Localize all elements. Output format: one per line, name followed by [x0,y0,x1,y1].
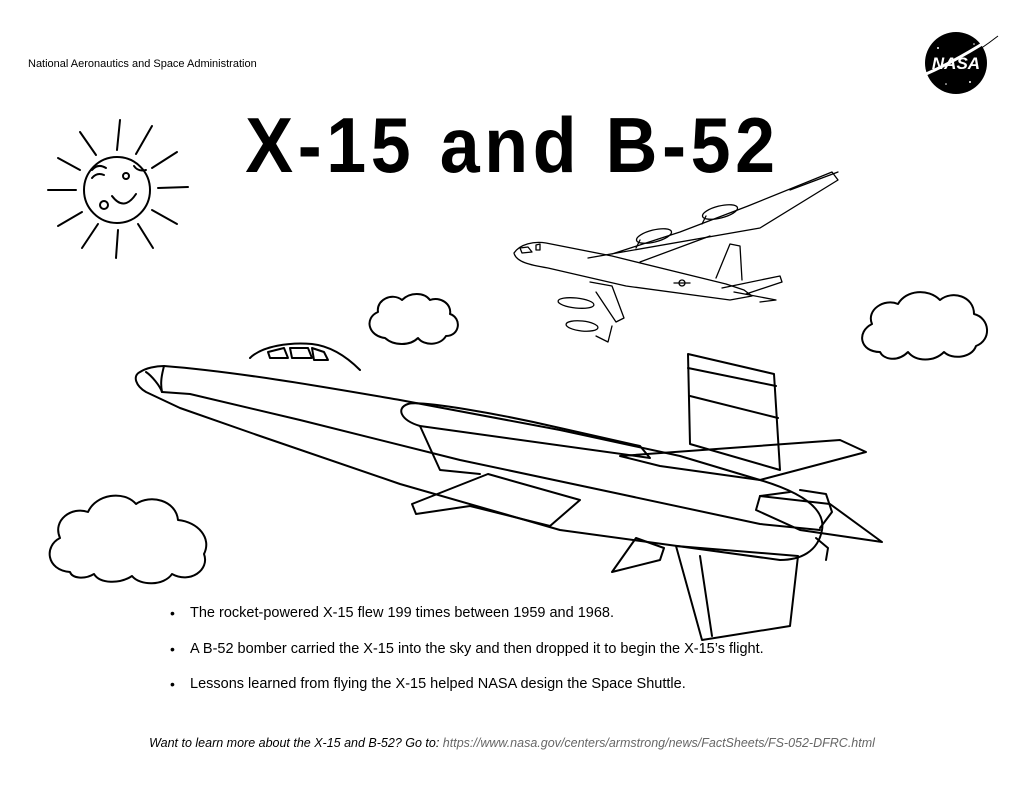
cloud-icon [370,294,458,344]
fact-list [170,604,764,711]
agency-name: National Aeronautics and Space Administration [28,58,257,70]
footer-note [0,736,1024,750]
b52-aircraft-icon [514,172,838,342]
cloud-icon [862,292,987,359]
x15-aircraft-icon [136,344,882,640]
nasa-logo-text: NASA [931,54,981,73]
fact-item: • A B-52 bomber carried the X-15 into the sky and then dropped it to begin the X-15’s flight. [170,640,764,658]
footer-prompt: Want to learn more about the X-15 and B-52? Go to: [149,736,440,750]
footer-link[interactable]: https://www.nasa.gov/centers/armstrong/news/FactSheets/FS-052-DFRC.html [442,736,875,750]
sun-icon [48,120,188,258]
cloud-icon [50,496,207,584]
fact-item: • The rocket-powered X-15 flew 199 times between 1959 and 1968. [170,604,764,622]
page-title: X-15 and B-52 [244,101,780,189]
fact-item: • Lessons learned from flying the X-15 helped NASA design the Space Shuttle. [170,675,764,693]
